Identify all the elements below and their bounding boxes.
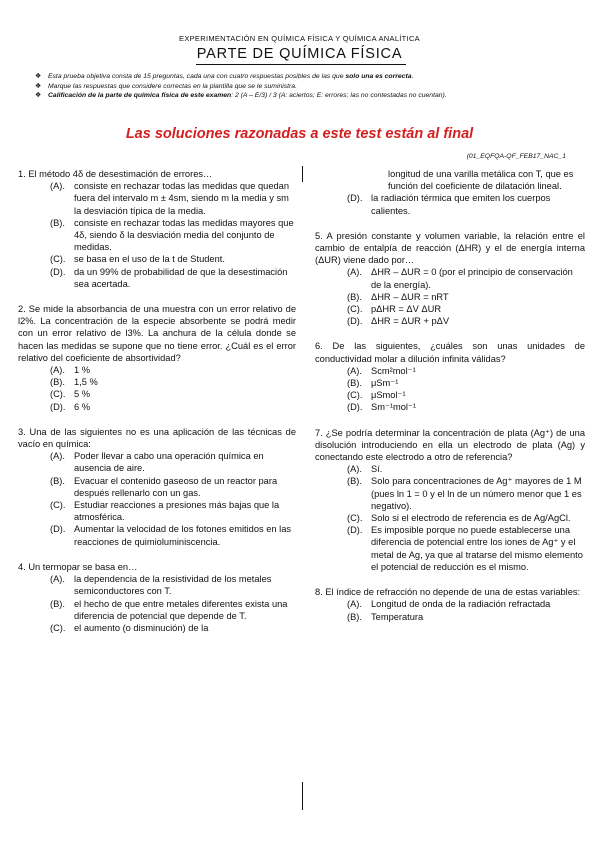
option-a: (A). Scm²mol⁻¹ (347, 365, 416, 376)
column-divider (302, 166, 303, 182)
option-d: (D). da un 99% de probabilidad de que la desestimación sea acertada. (50, 266, 288, 289)
option-b: (B). Solo para concentraciones de Ag⁺ mayores de 1 M (pues ln 1 = 0 y el ln de un número menor que 1 es negativo). (347, 476, 582, 511)
option-a: (A). consiste en rechazar todas las medidas que quedan fuera del intervalo m ± 4sm, siendo m la media y sm la desviación típica de la media. (50, 181, 289, 216)
question-text: 8. El índice de refracción no depende de una de estas variables: (315, 587, 581, 598)
option-d: (D). Sm⁻¹mol⁻¹ (347, 402, 416, 413)
option-a: (A). Sí. (347, 464, 383, 475)
option-c: (C). Solo si el electrodo de referencia es de Ag/AgCl. (347, 513, 571, 524)
question-7 (315, 427, 585, 573)
question-text: 3. Una de las siguientes no es una aplicación de las técnicas de vacío en química: (18, 426, 296, 450)
right-column (315, 168, 585, 636)
option-c-continuation: longitud de una varilla metálica con T, que es función del coeficiente de dilatación lineal. (388, 169, 574, 192)
option-b: (B). consiste en rechazar todas las medidas mayores que 4δ, siendo δ la desviación media del conjunto de medidas. (50, 217, 294, 253)
option-a: (A). Poder llevar a cabo una operación química en ausencia de aire. (50, 451, 264, 474)
left-column (18, 168, 296, 647)
diamond-bullet-icon: ❖ (35, 82, 42, 90)
option-b: (B). 1,5 % (50, 377, 98, 388)
question-text: 4. Un termopar se basa en… (18, 561, 138, 572)
question-text: 7. ¿Se podría determinar la concentración de plata (Ag⁺) de una disolución introduciendo en ella un electrodo de plata (Ag) y conectando este electrodo a otro de referencia? (315, 427, 585, 463)
option-c: (C). se basa en el uso de la t de Student. (50, 254, 225, 265)
instruction-item: ❖ Marque las respuestas que considere correctas en la plantilla que se le suministra. (35, 82, 297, 90)
option-a: (A). ΔHR – ΔUR = 0 (por el principio de conservación de la energía). (347, 267, 573, 290)
instruction-item: ❖ Esta prueba objetiva consta de 15 preguntas, cada una con cuatro respuestas posibles de las que solo una es correcta. (35, 73, 414, 80)
question-text: 6. De las siguientes, ¿cuáles son unas unidades de conductividad molar a dilución infinita válidas? (315, 341, 585, 364)
option-a: (A). Longitud de onda de la radiación refractada (347, 599, 551, 610)
option-b: (B). Temperatura (347, 611, 424, 622)
question-text: 1. El método 4δ de desestimación de errores… (18, 169, 213, 179)
course-title: EXPERIMENTACIÓN EN QUÍMICA FÍSICA Y QUÍMICA ANALÍTICA (179, 34, 420, 43)
question-8 (315, 586, 585, 623)
exam-code: (01_EQFQA-QF_FEB17_NAC_1 (466, 153, 566, 160)
option-c: (C). el aumento (o disminución) de la (50, 622, 209, 633)
option-a: (A). 1 % (50, 365, 91, 376)
diamond-bullet-icon: ❖ (35, 92, 42, 99)
question-2 (18, 303, 296, 413)
option-c: (C). pΔHR = ΔV ΔUR (347, 304, 442, 315)
option-c: (C). μSmol⁻¹ (347, 390, 406, 401)
option-b: (B). el hecho de que entre metales diferentes exista una diferencia de potencial que depende de T. (50, 598, 288, 621)
option-d: (D). Es imposible porque no puede establecerse una diferencia de potencial entre los iones de Ag⁺ y el metal de Ag, ya que al tratarse del mismo elemento el potencial de reducción es el mismo. (347, 525, 583, 572)
option-c: (C). Estudiar reacciones a presiones más bajas que la atmosférica. (50, 500, 280, 523)
option-c: (C). 5 % (50, 389, 91, 400)
question-3 (18, 426, 296, 548)
title-underline (196, 64, 406, 65)
instructions (35, 72, 555, 101)
question-5 (315, 230, 585, 328)
option-b: (B). μSm⁻¹ (347, 378, 399, 389)
question-6 (315, 340, 585, 413)
question-text: 2. Se mide la absorbancia de una muestra con un error relativo de l2%. La concentración de la especie absorbente se podrá medir con un error relativo de l3%. La anchura de la célula donde se hacen las medidas se supone que no tiene error. ¿Cuál es el error relativo del coeficiente de absortividad? (18, 304, 296, 363)
question-4-continued (315, 168, 585, 217)
option-b: (B). ΔHR – ΔUR = nRT (347, 291, 449, 302)
diamond-bullet-icon: ❖ (35, 73, 42, 80)
question-text: 5. A presión constante y volumen variable, la relación entre el cambio de entalpía de reacción (ΔHR) y el de energía interna (ΔUR) viene dado por… (315, 230, 585, 266)
instruction-item: ❖ Calificación de la parte de química física de este examen: 2 (A – E/3) / 3 (A: aciertos; E: errores; las no contestadas no cuentan). (35, 92, 447, 99)
option-d: (D). la radiación térmica que emiten los cuerpos calientes. (347, 193, 551, 216)
question-1 (18, 168, 296, 290)
column-divider (302, 782, 303, 810)
question-4 (18, 561, 296, 634)
option-d: (D). ΔHR = ΔUR + pΔV (347, 316, 450, 327)
solutions-banner: Las soluciones razonadas a este test están al final (125, 126, 474, 142)
option-d: (D). 6 % (50, 401, 91, 412)
option-d: (D). Aumentar la velocidad de los fotones emitidos en las reacciones de quimioluminiscencia. (50, 524, 292, 547)
section-title: PARTE DE QUÍMICA FÍSICA (196, 46, 403, 62)
option-a: (A). la dependencia de la resistividad de los metales semiconductores con T. (50, 574, 272, 597)
option-b: (B). Evacuar el contenido gaseoso de un reactor para después rellenarlo con un gas. (50, 475, 278, 498)
